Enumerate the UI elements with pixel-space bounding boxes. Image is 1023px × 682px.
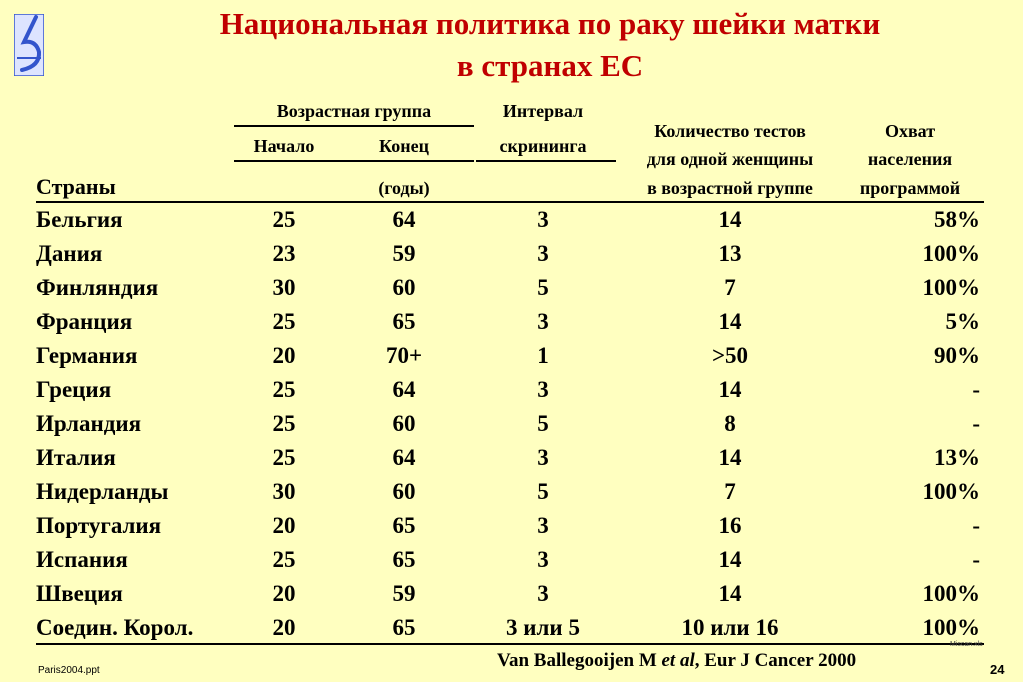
end-age-cell: 65 — [392, 547, 416, 572]
country-cell: Соедин. Корол. — [36, 615, 194, 640]
coverage-cell: 5% — [945, 309, 980, 334]
country-cell: Франция — [36, 309, 133, 334]
tests-cell: >50 — [711, 343, 749, 368]
interval-cell: 1 — [537, 343, 549, 368]
interval-cell: 5 — [537, 411, 549, 436]
country-cell: Финляндия — [36, 275, 159, 300]
header-tests-line2: для одной женщины — [646, 149, 814, 169]
coverage-cell: - — [972, 547, 980, 572]
header-countries: Страны — [36, 174, 116, 199]
table-row — [0, 543, 1023, 577]
table-row — [0, 203, 1023, 237]
header-start-end-underline — [234, 160, 474, 162]
header-start: Начало — [253, 136, 315, 156]
source-etal: et al — [661, 650, 695, 671]
end-age-cell: 60 — [392, 411, 416, 436]
table-row — [0, 305, 1023, 339]
page-number: 24 — [990, 662, 1005, 677]
header-tests-line1: Количество тестов — [654, 121, 806, 141]
tests-cell: 7 — [724, 275, 736, 300]
interval-cell: 3 — [537, 309, 549, 334]
table-row — [0, 373, 1023, 407]
coverage-cell: 100% — [922, 275, 980, 300]
interval-cell: 3 — [537, 445, 549, 470]
tests-cell: 7 — [724, 479, 736, 504]
start-age-cell: 20 — [272, 615, 296, 640]
tests-cell: 10 или 16 — [681, 615, 779, 640]
start-age-cell: 30 — [272, 479, 296, 504]
page-title: Национальная политика по раку шейки матки — [219, 6, 881, 41]
start-age-cell: 25 — [272, 309, 296, 334]
header-age-group: Возрастная группа — [276, 101, 432, 121]
tests-cell: 14 — [718, 207, 742, 232]
end-age-cell: 59 — [392, 581, 416, 606]
header-coverage-line2: населения — [867, 149, 953, 169]
table-bottom-rule — [36, 643, 984, 645]
country-cell: Италия — [36, 445, 116, 470]
interval-cell: 3 или 5 — [506, 615, 580, 640]
end-age-cell: 64 — [392, 445, 416, 470]
tests-cell: 13 — [718, 241, 742, 266]
table-row — [0, 441, 1023, 475]
end-age-cell: 60 — [392, 479, 416, 504]
country-cell: Швеция — [36, 581, 123, 606]
logo-icon — [14, 14, 44, 76]
end-age-cell: 70+ — [385, 343, 423, 368]
tests-cell: 14 — [718, 547, 742, 572]
tests-cell: 14 — [718, 377, 742, 402]
interval-cell: 3 — [537, 207, 549, 232]
end-age-cell: 59 — [392, 241, 416, 266]
coverage-cell: 100% — [922, 615, 980, 640]
end-age-cell: 65 — [392, 309, 416, 334]
interval-cell: 3 — [537, 547, 549, 572]
interval-cell: 3 — [537, 377, 549, 402]
header-coverage-line3: программой — [859, 178, 961, 198]
table-row — [0, 611, 1023, 645]
end-age-cell: 60 — [392, 275, 416, 300]
country-cell: Нидерланды — [36, 479, 169, 504]
header-interval-line2: скрининга — [499, 136, 587, 156]
country-cell: Греция — [36, 377, 112, 402]
header-tests-line3: в возрастной группе — [647, 178, 813, 198]
start-age-cell: 25 — [272, 445, 296, 470]
coverage-cell: 13% — [934, 445, 980, 470]
end-age-cell: 65 — [392, 615, 416, 640]
coverage-cell: 100% — [922, 479, 980, 504]
coverage-cell: 100% — [922, 581, 980, 606]
table-row — [0, 407, 1023, 441]
end-age-cell: 65 — [392, 513, 416, 538]
source-citation — [497, 650, 856, 672]
end-age-cell: 64 — [392, 207, 416, 232]
table-row — [0, 237, 1023, 271]
coverage-cell: 58% — [934, 207, 980, 232]
start-age-cell: 23 — [272, 241, 296, 266]
interval-cell: 3 — [537, 581, 549, 606]
source-authors: Van Ballegooijen M — [497, 650, 662, 671]
tests-cell: 14 — [718, 309, 742, 334]
country-cell: Испания — [36, 547, 128, 572]
source-journal: , Eur J Cancer 2000 — [694, 650, 857, 671]
country-cell: Дания — [36, 241, 103, 266]
table-row — [0, 339, 1023, 373]
miscan-label: Miscan.xls — [950, 641, 983, 648]
header-years: (годы) — [378, 178, 430, 198]
coverage-cell: 100% — [922, 241, 980, 266]
start-age-cell: 25 — [272, 411, 296, 436]
tests-cell: 14 — [718, 581, 742, 606]
page-subtitle: в странах ЕС — [456, 48, 644, 83]
end-age-cell: 64 — [392, 377, 416, 402]
header-coverage-line1: Охват — [884, 121, 936, 141]
interval-cell: 5 — [537, 479, 549, 504]
coverage-cell: - — [972, 411, 980, 436]
country-cell: Португалия — [36, 513, 162, 538]
coverage-cell: - — [972, 377, 980, 402]
tests-cell: 8 — [724, 411, 736, 436]
interval-cell: 3 — [537, 513, 549, 538]
country-cell: Бельгия — [36, 207, 123, 232]
header-age-group-underline — [234, 125, 474, 127]
start-age-cell: 20 — [272, 343, 296, 368]
start-age-cell: 20 — [272, 513, 296, 538]
header-interval-line1: Интервал — [502, 101, 584, 121]
start-age-cell: 25 — [272, 207, 296, 232]
start-age-cell: 25 — [272, 547, 296, 572]
table-row — [0, 271, 1023, 305]
footer-filename: Paris2004.ppt — [38, 665, 100, 676]
table-row — [0, 475, 1023, 509]
tests-cell: 16 — [718, 513, 742, 538]
table-row — [0, 509, 1023, 543]
start-age-cell: 25 — [272, 377, 296, 402]
coverage-cell: 90% — [934, 343, 980, 368]
tests-cell: 14 — [718, 445, 742, 470]
interval-cell: 5 — [537, 275, 549, 300]
header-end: Конец — [379, 136, 429, 156]
country-cell: Германия — [36, 343, 138, 368]
start-age-cell: 30 — [272, 275, 296, 300]
coverage-cell: - — [972, 513, 980, 538]
start-age-cell: 20 — [272, 581, 296, 606]
interval-cell: 3 — [537, 241, 549, 266]
table-row — [0, 577, 1023, 611]
country-cell: Ирландия — [36, 411, 142, 436]
header-interval-underline — [476, 160, 616, 162]
